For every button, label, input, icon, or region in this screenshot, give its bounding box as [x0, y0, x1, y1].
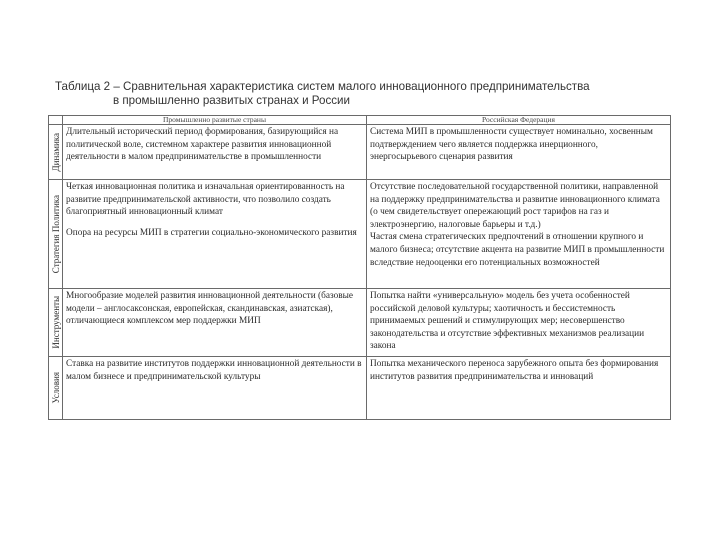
caption-line-2: в промышленно развитых странах и России: [113, 94, 351, 107]
row-label: Динамика: [50, 132, 61, 172]
cell-russia: Попытка найти «универсальную» модель без учета особенностей российской деловой культуры; хаотичность и бессистемность принимаемых решений и стимулирующих мер; несовершенство законодательства и отсутствие эффективных механизмов реализации закона: [367, 289, 671, 357]
cell-developed: Ставка на развитие институтов поддержки инновационной деятельности в малом бизнесе и предпринимательской культуры: [63, 357, 367, 420]
comparison-table: [48, 115, 671, 420]
row-label: Условия: [50, 372, 61, 404]
row-label-cell: [49, 180, 63, 289]
row-label: Стратегия Политика: [50, 194, 61, 274]
caption-line-1: Таблица 2 – Сравнительная характеристика систем малого инновационного предпринимательства: [55, 80, 590, 93]
cell-paragraph: Опора на ресурсы МИП в стратегии социально-экономического развития: [66, 227, 357, 238]
row-label-cell: [49, 357, 63, 420]
row-label-cell: [49, 289, 63, 357]
header-russia: Российская Федерация: [367, 116, 671, 125]
row-label: Инструменты: [50, 296, 61, 349]
table-row: [49, 357, 671, 420]
table-header-row: [49, 116, 671, 125]
table-row: [49, 289, 671, 357]
header-corner-cell: [49, 116, 63, 125]
cell-russia: Система МИП в промышленности существует номинально, хосвенным подтверждением чего является поддержка инерционного, энергосырьевого сценария развития: [367, 125, 671, 180]
header-developed-countries: Промышленно развитые страны: [63, 116, 367, 125]
table-row: [49, 125, 671, 180]
cell-russia: [367, 180, 671, 289]
cell-russia: Попытка механического переноса зарубежного опыта без формирования институтов развития предпринимательства и инноваций: [367, 357, 671, 420]
cell-paragraph: Частая смена стратегических предпочтений в отношении крупного и малого бизнеса; отсутствие акцента на развитие МИП в промышленности вследствие недооценки его потенциальных возможностей: [370, 232, 665, 268]
row-label-cell: [49, 125, 63, 180]
cell-developed: Многообразие моделей развития инновационной деятельности (базовые модели – англосаксонская, европейская, скандинавская, азиатская), отличающиеся комплексом мер поддержки МИП: [63, 289, 367, 357]
cell-paragraph: Четкая инновационная политика и изначальная ориентированность на развитие предпринимательской активности, что позволило создать благоприятный инновационный климат: [66, 182, 345, 218]
cell-developed: [63, 180, 367, 289]
cell-paragraph: Отсутствие последовательной государственной политики, направленной на поддержку предпринимательства и развитие инновационного климата (о чем свидетельствует опережающий рост тарифов на газ и электроэнергию, налоговые барьеры и т.д.): [370, 182, 660, 230]
table-row: [49, 180, 671, 289]
table-caption: [55, 80, 675, 108]
cell-developed: Длительный исторический период формирования, базирующийся на политической воле, системном характере развития инновационной деятельности в малом предпринимательстве в промышленности: [63, 125, 367, 180]
